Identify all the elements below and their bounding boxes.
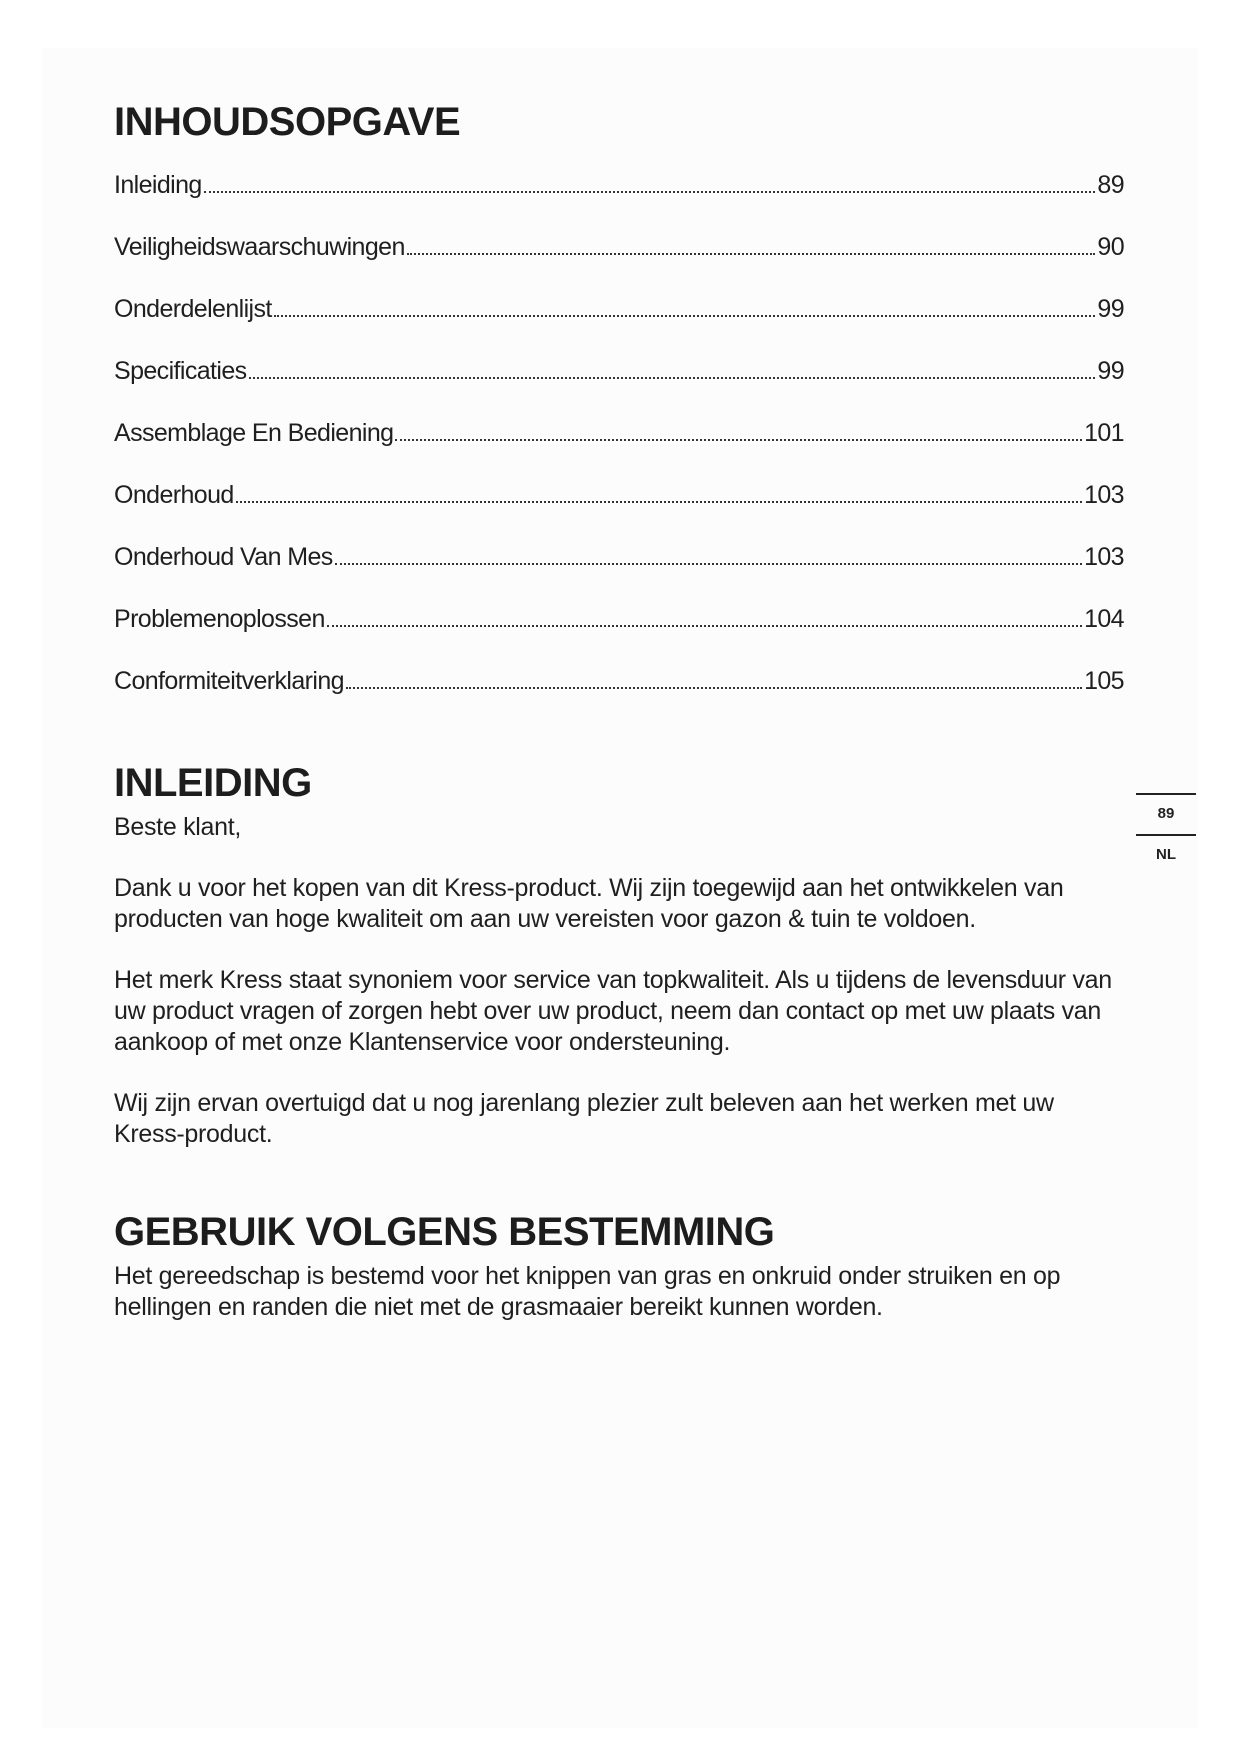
intro-section [114,761,1124,1150]
toc-leader [335,562,1082,565]
toc-entry[interactable] [114,233,1124,295]
toc-entry[interactable] [114,419,1124,481]
toc-entry[interactable] [114,171,1124,233]
toc-entry-label: Problemenoplossen [114,605,325,633]
toc-entry-page: 89 [1097,171,1124,199]
toc-entry-label: Onderhoud Van Mes [114,543,333,571]
toc-leader [204,190,1096,193]
intro-paragraph: Het merk Kress staat synoniem voor service van topkwaliteit. Als u tijdens de levensduur van uw product vragen of zorgen hebt over uw product, neem dan contact op met uw plaats van aankoop of met onze Klantenservice voor ondersteuning. [114,966,1112,1056]
intro-heading: INLEIDING [114,761,312,805]
toc-entry-page: 90 [1097,233,1124,261]
toc-leader [407,252,1096,255]
toc-entry[interactable] [114,481,1124,543]
usage-heading: GEBRUIK VOLGENS BESTEMMING [114,1210,775,1254]
toc-entry[interactable] [114,543,1124,605]
page-number: 89 [1157,805,1175,822]
toc-leader [346,686,1082,689]
toc-entry[interactable] [114,357,1124,419]
toc-entry[interactable] [114,295,1124,357]
toc-entry-page: 105 [1084,667,1124,695]
toc-entry-page: 101 [1084,419,1124,447]
toc-entry-page: 99 [1097,295,1124,323]
usage-section [114,1210,1124,1323]
toc-entry-label: Conformiteitverklaring [114,667,344,695]
toc-entry-label: Veiligheidswaarschuwingen [114,233,405,261]
document-body [114,100,1124,1353]
side-tab [1136,793,1196,863]
toc-entry-label: Onderhoud [114,481,234,509]
toc-heading: INHOUDSOPGAVE [114,100,461,144]
toc-entry-label: Assemblage En Bediening [114,419,394,447]
toc-entry-page: 104 [1084,605,1124,633]
intro-paragraph: Dank u voor het kopen van dit Kress-product. Wij zijn toegewijd aan het ontwikkelen van producten van hoge kwaliteit om aan uw vereisten voor gazon & tuin te voldoen. [114,874,1064,933]
toc-entry-page: 103 [1084,481,1124,509]
usage-paragraph: Het gereedschap is bestemd voor het knippen van gras en onkruid onder struiken en op hellingen en randen die niet met de grasmaaier bereikt kunnen worden. [114,1262,1061,1321]
toc-leader [236,500,1082,503]
toc-leader [327,624,1082,627]
language-code: NL [1156,846,1176,863]
toc-entry-page: 103 [1084,543,1124,571]
toc-entry-label: Onderdelenlijst [114,295,272,323]
toc-entry[interactable] [114,605,1124,667]
intro-paragraph: Wij zijn ervan overtuigd dat u nog jarenlang plezier zult beleven aan het werken met uw Kress-product. [114,1089,1054,1148]
table-of-contents [114,171,1124,729]
toc-entry-page: 99 [1097,357,1124,385]
toc-leader [249,376,1096,379]
toc-entry[interactable] [114,667,1124,729]
toc-leader [395,438,1082,441]
intro-greeting: Beste klant, [114,813,242,841]
toc-leader [274,314,1096,317]
toc-entry-label: Inleiding [114,171,202,199]
toc-entry-label: Specificaties [114,357,247,385]
